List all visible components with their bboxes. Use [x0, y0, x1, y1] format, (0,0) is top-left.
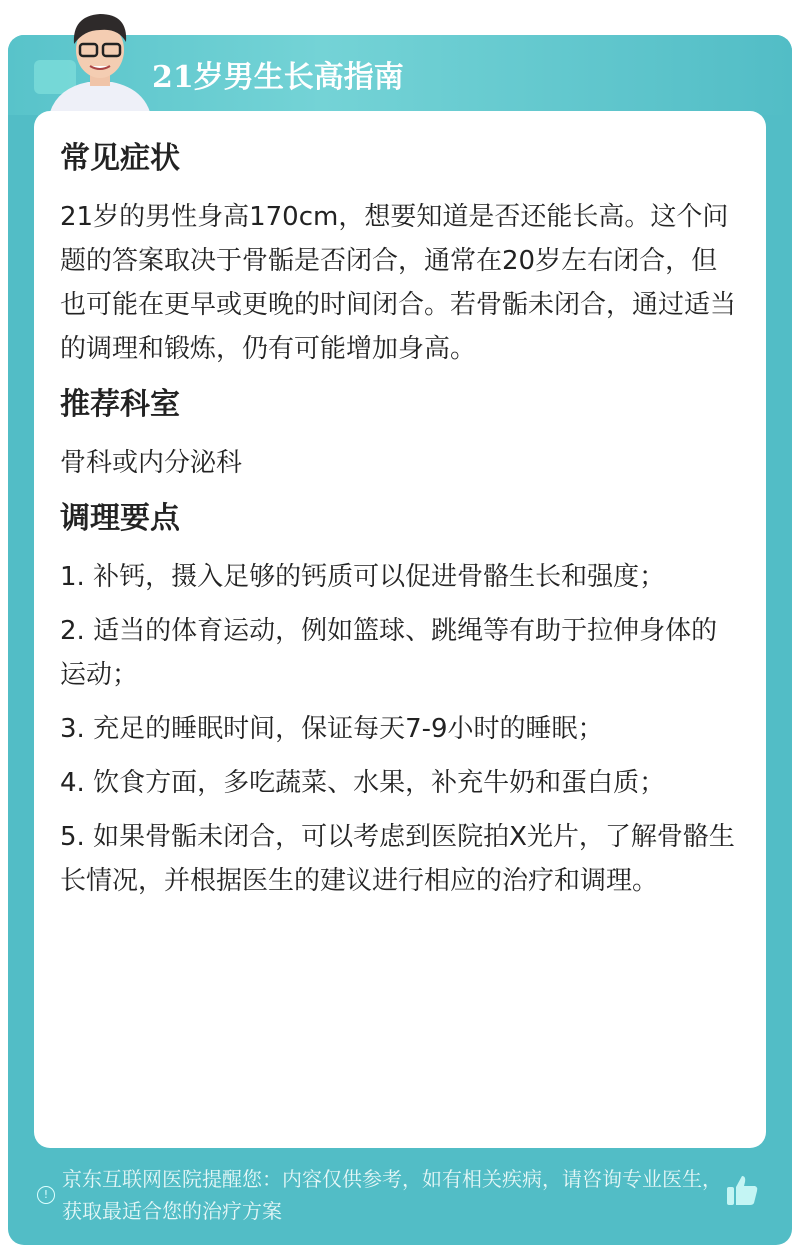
thumbs-up-icon[interactable] — [724, 1172, 760, 1208]
content-card — [34, 111, 766, 1148]
section-text: 21岁的男性身高170cm，想要知道是否还能长高。这个问题的答案取决于骨骺是否闭合，通常在20岁左右闭合，但也可能在更早或更晚的时间闭合。若骨骺未闭合，通过适当的调理和锻炼，仍有可能增加身高。 — [60, 202, 737, 364]
section-heading: 调理要点 — [60, 501, 180, 536]
section-text: 骨科或内分泌科 — [60, 448, 243, 478]
info-icon: ! — [37, 1186, 55, 1204]
list-item: 3. 充足的睡眠时间，保证每天7-9小时的睡眠； — [60, 714, 604, 744]
list-item: 2. 适当的体育运动，例如篮球、跳绳等有助于拉伸身体的运动； — [60, 616, 718, 690]
list-item: 5. 如果骨骺未闭合，可以考虑到医院拍X光片，了解骨骼生长情况，并根据医生的建议进行相应的治疗和调理。 — [60, 822, 735, 896]
list-item: 4. 饮食方面，多吃蔬菜、水果，补充牛奶和蛋白质； — [60, 768, 666, 798]
section-symptoms — [60, 137, 740, 371]
doctor-avatar — [48, 8, 152, 112]
list-item: 1. 补钙，摄入足够的钙质可以促进骨骼生长和强度； — [60, 562, 666, 592]
section-heading: 常见症状 — [60, 141, 180, 176]
page-title: 21岁男生长高指南 — [152, 60, 404, 95]
section-care-points — [60, 497, 740, 903]
disclaimer-text: 京东互联网医院提醒您：内容仅供参考，如有相关疾病，请咨询专业医生，获取最适合您的治疗方案 — [62, 1167, 722, 1223]
section-heading: 推荐科室 — [60, 387, 180, 422]
section-department — [60, 383, 740, 485]
